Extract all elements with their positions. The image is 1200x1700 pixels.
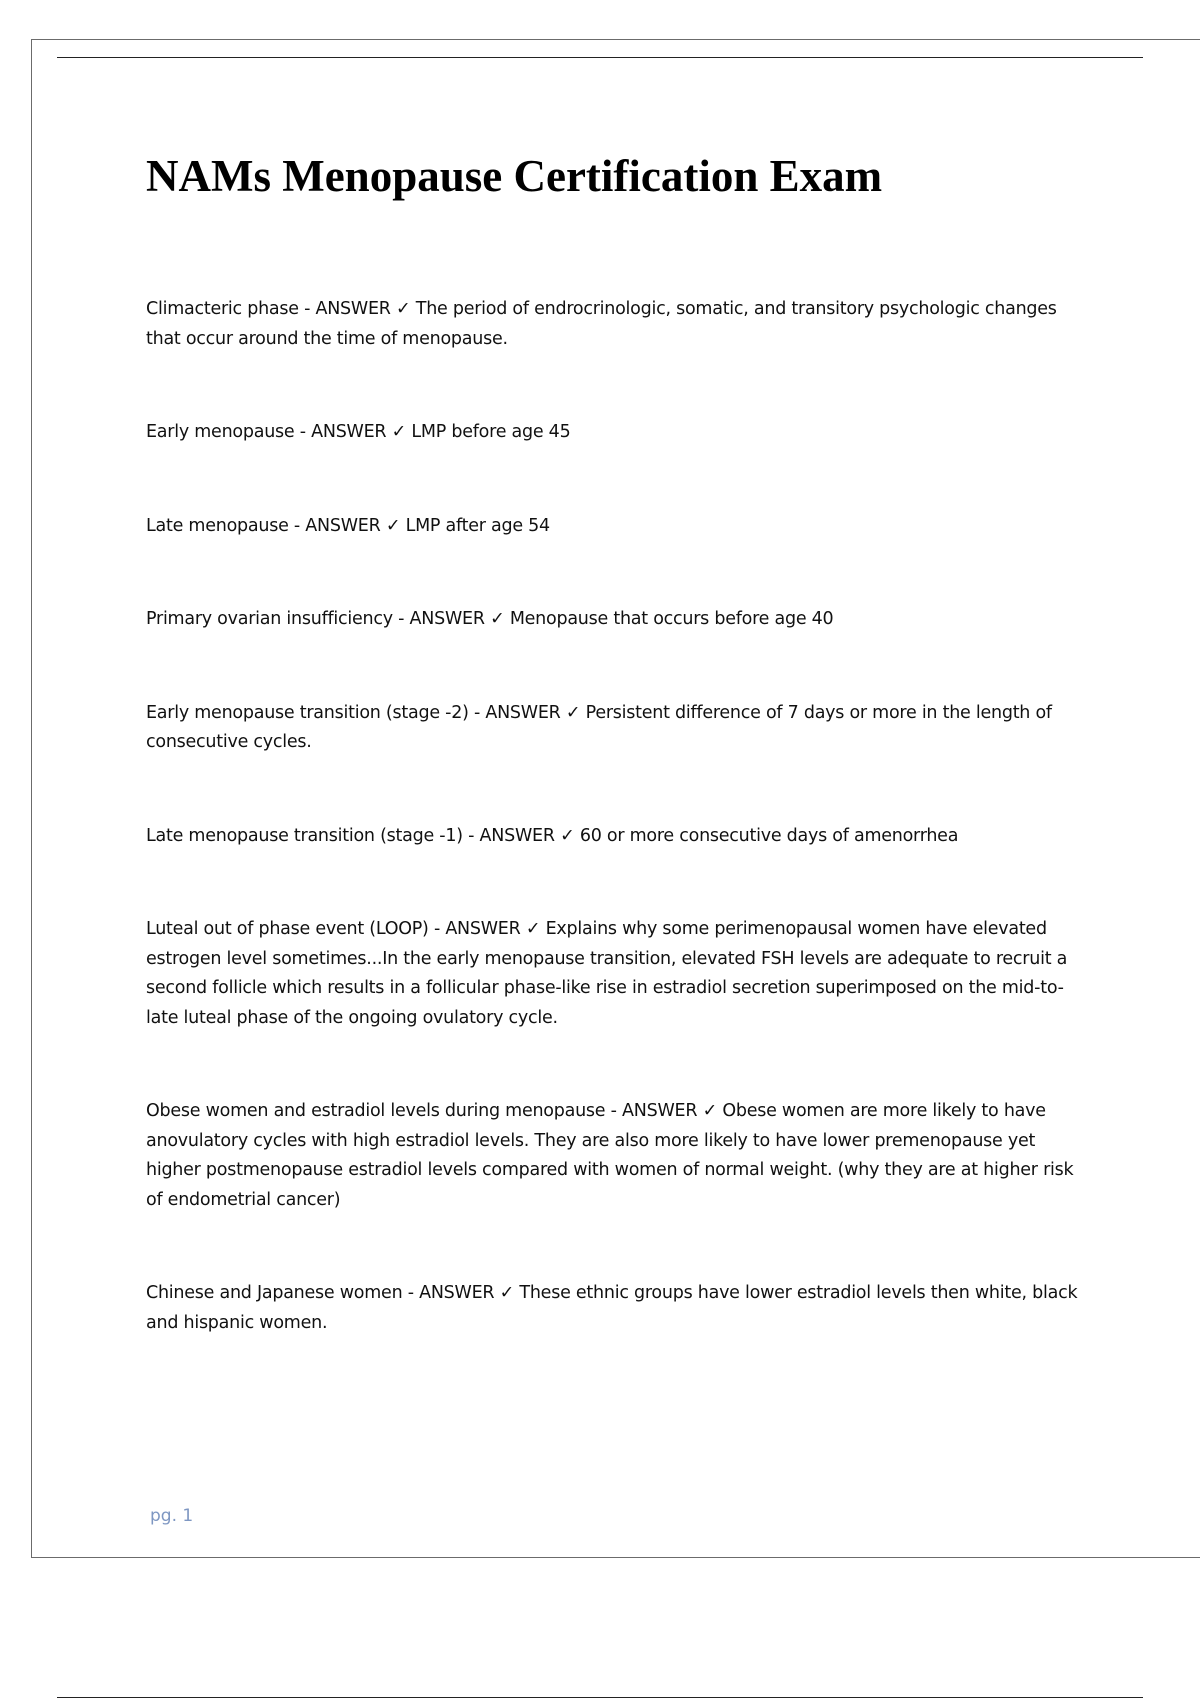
- qa-item: [146, 605, 1086, 635]
- check-mark-icon: ✓: [565, 702, 581, 723]
- answer-label: ANSWER: [445, 919, 521, 939]
- answer-label: ANSWER: [485, 702, 561, 723]
- qa-item: [146, 1279, 1086, 1338]
- qa-answer: Obese women are more likely to have anovulatory cycles with high estradiol levels. They are also more likely to have lower premenopause yet higher postmenopause estradiol levels compared with women of normal weight. (why they are at higher risk of endometrial cancer): [146, 1101, 1074, 1210]
- qa-answer: LMP before age 45: [411, 422, 571, 442]
- document-title: NAMs Menopause Certification Exam: [146, 151, 883, 201]
- answer-label: ANSWER: [315, 299, 391, 319]
- check-mark-icon: ✓: [525, 919, 541, 939]
- answer-label: ANSWER: [622, 1101, 698, 1121]
- answer-label: ANSWER: [305, 515, 381, 536]
- qa-separator: -: [298, 299, 316, 319]
- qa-list: [146, 295, 1086, 1338]
- qa-term: Early menopause: [146, 422, 295, 442]
- qa-answer: Explains why some perimenopausal women have elevated estrogen level sometimes...In the early menopause transition, elevated FSH levels are adequate to recruit a second follicle which results in a follicular phase-like rise in estradiol secretion superimposed on the mid-to-late luteal phase of the ongoing ovulatory cycle.: [146, 919, 1068, 1028]
- qa-separator: -: [392, 609, 410, 629]
- qa-term: Late menopause transition (stage -1): [146, 825, 463, 846]
- qa-term: Primary ovarian insufficiency: [146, 609, 393, 629]
- qa-answer: The period of endrocrinologic, somatic, and transitory psychologic changes that occur around the time of menopause.: [146, 299, 1057, 349]
- qa-separator: -: [428, 919, 446, 939]
- qa-item: [146, 512, 1086, 542]
- top-rule: [57, 57, 1143, 58]
- check-mark-icon: ✓: [499, 1283, 515, 1303]
- qa-term: Chinese and Japanese women: [146, 1283, 403, 1303]
- answer-label: ANSWER: [479, 825, 555, 846]
- qa-answer: Menopause that occurs before age 40: [509, 609, 834, 629]
- qa-answer: These ethnic groups have lower estradiol levels then white, black and hispanic women.: [146, 1283, 1078, 1333]
- qa-separator: -: [402, 1283, 420, 1303]
- bottom-rule: [57, 1697, 1143, 1698]
- qa-item: [146, 295, 1086, 354]
- answer-label: ANSWER: [311, 422, 387, 442]
- page-number: pg. 1: [150, 1506, 194, 1526]
- qa-term: Climacteric phase: [146, 299, 299, 319]
- qa-answer: LMP after age 54: [405, 515, 550, 536]
- answer-label: ANSWER: [419, 1283, 495, 1303]
- qa-separator: -: [288, 515, 306, 536]
- qa-item: [146, 915, 1086, 1033]
- check-mark-icon: ✓: [396, 299, 411, 319]
- qa-separator: -: [462, 825, 480, 846]
- qa-term: Luteal out of phase event (LOOP): [146, 919, 429, 939]
- answer-label: ANSWER: [409, 609, 485, 629]
- qa-item: [146, 699, 1086, 758]
- qa-term: Late menopause: [146, 515, 289, 536]
- qa-answer: 60 or more consecutive days of amenorrhea: [579, 825, 959, 846]
- qa-item: [146, 822, 1086, 852]
- check-mark-icon: ✓: [560, 825, 575, 846]
- qa-separator: -: [294, 422, 312, 442]
- check-mark-icon: ✓: [391, 422, 407, 442]
- qa-answer: Persistent difference of 7 days or more in the length of consecutive cycles.: [146, 702, 1052, 752]
- qa-item: [146, 1097, 1086, 1215]
- qa-term: Early menopause transition (stage -2): [146, 702, 469, 723]
- check-mark-icon: ✓: [385, 515, 401, 536]
- check-mark-icon: ✓: [702, 1101, 717, 1121]
- check-mark-icon: ✓: [490, 609, 505, 629]
- qa-separator: -: [605, 1101, 623, 1121]
- qa-separator: -: [468, 702, 486, 723]
- qa-item: [146, 418, 1086, 448]
- qa-term: Obese women and estradiol levels during menopause: [146, 1101, 606, 1121]
